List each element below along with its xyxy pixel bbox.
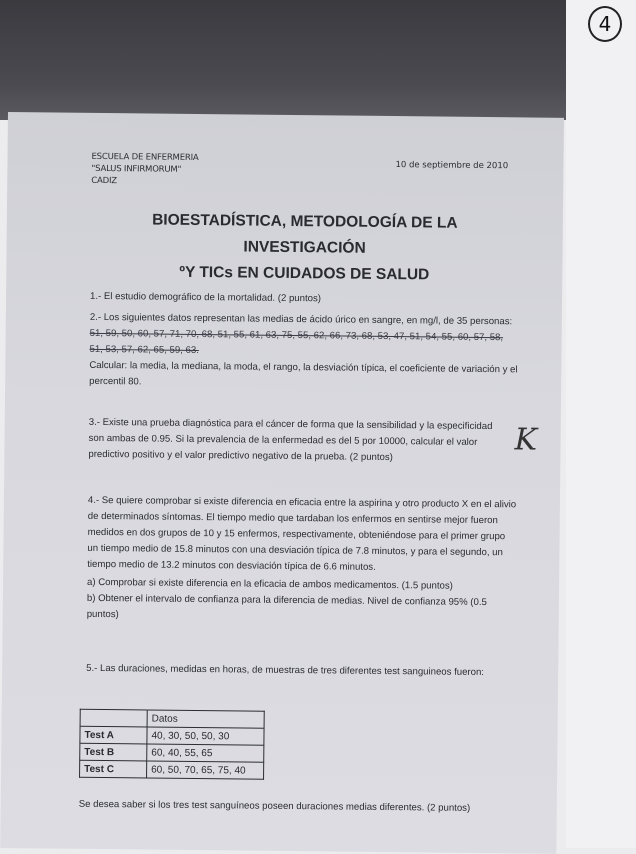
question-2-task: Calcular: la media, la mediana, la moda, el rango, la desviación típica, el coeficiente de variación y el percentil 80.: [89, 359, 518, 388]
exam-title-line1: BIOESTADÍSTICA, METODOLOGÍA DE LA INVESTIGACIÓN: [152, 211, 458, 257]
question-4-part-b: b) Obtener el intervalo de confianza para la diferencia de medias. Nivel de confianza 95% (0.5 puntos): [86, 592, 487, 621]
table-row: [80, 726, 264, 745]
table-row: [80, 760, 264, 779]
table-row: [80, 743, 264, 762]
question-5-table: [79, 709, 265, 780]
table-header-row: [80, 709, 264, 728]
question-2-data-line2: 51, 53, 57, 62, 65, 59, 63.: [89, 343, 199, 357]
question-2-data-line1: 51, 59, 50, 60, 57, 71, 70, 68, 51, 55, 61, 63, 75, 55, 62, 66, 73, 68, 53, 47, 51, 54, 55, 60, 57, 58,: [89, 327, 504, 344]
background-dark-area: [0, 0, 566, 120]
question-2: [89, 310, 520, 394]
question-5-conclusion: Se desea saber si los tres test sanguíneos poseen duraciones medias diferentes. (2 puntos): [78, 798, 471, 814]
background-paper: [566, 0, 636, 848]
exam-date: 10 de septiembre de 2010: [395, 160, 509, 172]
row-label: Test C: [80, 760, 147, 778]
school-name-line1: ESCUELA DE ENFERMERIA: [91, 151, 199, 163]
row-values: 60, 40, 55, 65: [147, 744, 264, 762]
exam-sheet: [0, 112, 564, 854]
table-corner-cell: [80, 709, 147, 727]
exam-title-line2: ºY TICs EN CUIDADOS DE SALUD: [179, 263, 430, 284]
row-values: 60, 50, 70, 65, 75, 40: [147, 761, 264, 779]
question-4: [87, 493, 518, 627]
school-name-line2: "SALUS INFIRMORUM": [91, 163, 182, 175]
exam-title: [94, 207, 515, 289]
question-5-intro: 5.- Las duraciones, medidas en horas, de muestras de tres diferentes test sanguineos fueron:: [86, 662, 485, 679]
row-label: Test B: [80, 743, 147, 761]
school-header: [91, 151, 198, 188]
question-1: 1.- El estudio demográfico de la mortalidad. (2 puntos): [90, 290, 322, 305]
question-3: 3.- Existe una prueba diagnóstica para el cáncer de forma que la sensibilidad y la especificidad son ambas de 0.95. Si la prevalencia de la enfermedad es del 5 por 10000, calcular el valor predictivo positivo y el valor predictivo negativo de la prueba. (2 puntos): [88, 416, 493, 464]
handwritten-mark: K: [514, 422, 538, 458]
table-header-cell: Datos: [147, 710, 264, 728]
school-city: CADIZ: [91, 175, 117, 187]
row-values: 40, 30, 50, 50, 30: [147, 727, 264, 745]
question-4-intro: 4.- Se quiere comprobar si existe diferencia en eficacia entre la aspirina y otro producto X en el alivio de determinados síntomas. El tiempo medio que tardaban los enfermos en sentirse mejor fueron medidos en dos grupos de 10 y 15 enfermos, respectivamente, obteniéndose para el primer grupo un tiempo medio de 15.8 minutos con una desviación típica de 7.8 minutos, y para el segundo, un tiempo medio de 13.2 minutos con desviación típica de 6.6 minutos.: [87, 494, 517, 573]
question-4-part-a: a) Comprobar si existe diferencia en la eficacia de ambos medicamentos. (1.5 puntos): [87, 576, 453, 592]
row-label: Test A: [80, 726, 147, 744]
question-2-intro: 2.- Los siguientes datos representan las medias de ácido úrico en sangre, en mg/l, de 35 personas:: [89, 311, 513, 328]
page-number-circle: 4: [588, 6, 622, 42]
